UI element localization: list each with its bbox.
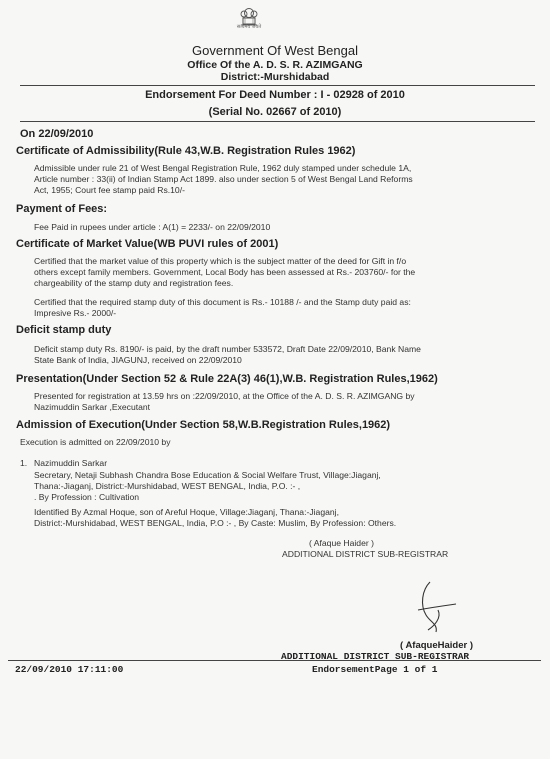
handwritten-signature-icon bbox=[412, 580, 462, 640]
admissibility-line: Admissible under rule 21 of West Bengal Registration Rule, 1962 duly stamped under schedule 1A, bbox=[34, 163, 412, 173]
serial-number: (Serial No. 02667 of 2010) bbox=[208, 106, 342, 118]
emblem-caption: सत्यमेव जयते bbox=[236, 24, 262, 30]
government-title: Government Of West Bengal bbox=[192, 43, 358, 58]
footer-divider bbox=[8, 660, 541, 661]
identifier-line: District:-Murshidabad, WEST BENGAL, India, P.O :- , By Caste: Muslim, By Profession: Others. bbox=[34, 518, 397, 528]
admission-heading: Admission of Execution(Under Section 58,W.B.Registration Rules,1962) bbox=[16, 419, 391, 431]
footer-timestamp: 22/09/2010 17:11:00 bbox=[15, 664, 124, 675]
presentation-line: Nazimuddin Sarkar ,Executant bbox=[34, 402, 151, 412]
market-value-line: Certified that the market value of this property which is the subject matter of the deed for Gift in f/o bbox=[34, 256, 407, 266]
market-value-line: others except family members. Government, Local Body has been assessed at Rs.- 203760/- for the bbox=[34, 267, 416, 277]
officer-name: ( Afaque Haider ) bbox=[309, 538, 374, 548]
presentation-heading: Presentation(Under Section 52 & Rule 22A(3) 46(1),W.B. Registration Rules,1962) bbox=[16, 373, 438, 385]
fees-heading: Payment of Fees: bbox=[16, 203, 108, 215]
execution-admitted-line: Execution is admitted on 22/09/2010 by bbox=[20, 437, 171, 447]
admissibility-heading: Certificate of Admissibility(Rule 43,W.B. Registration Rules 1962) bbox=[16, 145, 356, 157]
signature-name: ( AfaqueHaider ) bbox=[400, 640, 474, 651]
executant-details: . By Profession : Cultivation bbox=[34, 492, 140, 502]
signature-title: ADDITIONAL DISTRICT SUB-REGISTRAR bbox=[281, 651, 470, 662]
presentation-line: Presented for registration at 13.59 hrs on :22/09/2010, at the Office of the A. D. S. R. AZIMGANG by bbox=[34, 391, 415, 401]
executant-name: Nazimuddin Sarkar bbox=[34, 458, 108, 468]
deficit-line: State Bank of India, JIAGUNJ, received on 22/09/2010 bbox=[34, 355, 242, 365]
stamp-duty-line: Impresive Rs.- 2000/- bbox=[34, 308, 117, 318]
executant-number: 1. bbox=[20, 458, 28, 468]
endorsement-date: On 22/09/2010 bbox=[20, 128, 94, 140]
admissibility-line: Article number : 33(ii) of Indian Stamp Act 1899. also under section 5 of West Bengal Land Reforms bbox=[34, 174, 413, 184]
market-value-heading: Certificate of Market Value(WB PUVI rules of 2001) bbox=[16, 238, 279, 250]
office-name: Office Of the A. D. S. R. AZIMGANG bbox=[187, 59, 363, 71]
deficit-heading: Deficit stamp duty bbox=[16, 324, 112, 336]
executant-details: Thana:-Jiaganj, District:-Murshidabad, WEST BENGAL, India, P.O. :- , bbox=[34, 481, 301, 491]
stamp-duty-line: Certified that the required stamp duty of this document is Rs.- 10188 /- and the Stamp duty paid as: bbox=[34, 297, 411, 307]
deficit-line: Deficit stamp duty Rs. 8190/- is paid, by the draft number 533572, Draft Date 22/09/2010, Bank Name bbox=[34, 344, 421, 354]
admissibility-line: Act, 1955; Court fee stamp paid Rs.10/- bbox=[34, 185, 185, 195]
identifier-line: Identified By Azmal Hoque, son of Areful Hoque, Village:Jiaganj, Thana:-Jiaganj, bbox=[34, 507, 339, 517]
executant-details: Secretary, Netaji Subhash Chandra Bose Education & Social Welfare Trust, Village:Jiaganj, bbox=[34, 470, 381, 480]
officer-title: ADDITIONAL DISTRICT SUB-REGISTRAR bbox=[282, 549, 449, 559]
state-emblem-icon bbox=[236, 4, 262, 36]
header-divider-bottom bbox=[20, 121, 535, 122]
market-value-line: chargeability of the stamp duty and registration fees. bbox=[34, 278, 234, 288]
district-name: District:-Murshidabad bbox=[220, 71, 330, 83]
fees-line: Fee Paid in rupees under article : A(1) = 2233/- on 22/09/2010 bbox=[34, 222, 271, 232]
endorsement-number: Endorsement For Deed Number : I - 02928 of 2010 bbox=[145, 89, 405, 101]
header-divider bbox=[20, 85, 535, 86]
footer-page-number: EndorsementPage 1 of 1 bbox=[312, 664, 438, 675]
